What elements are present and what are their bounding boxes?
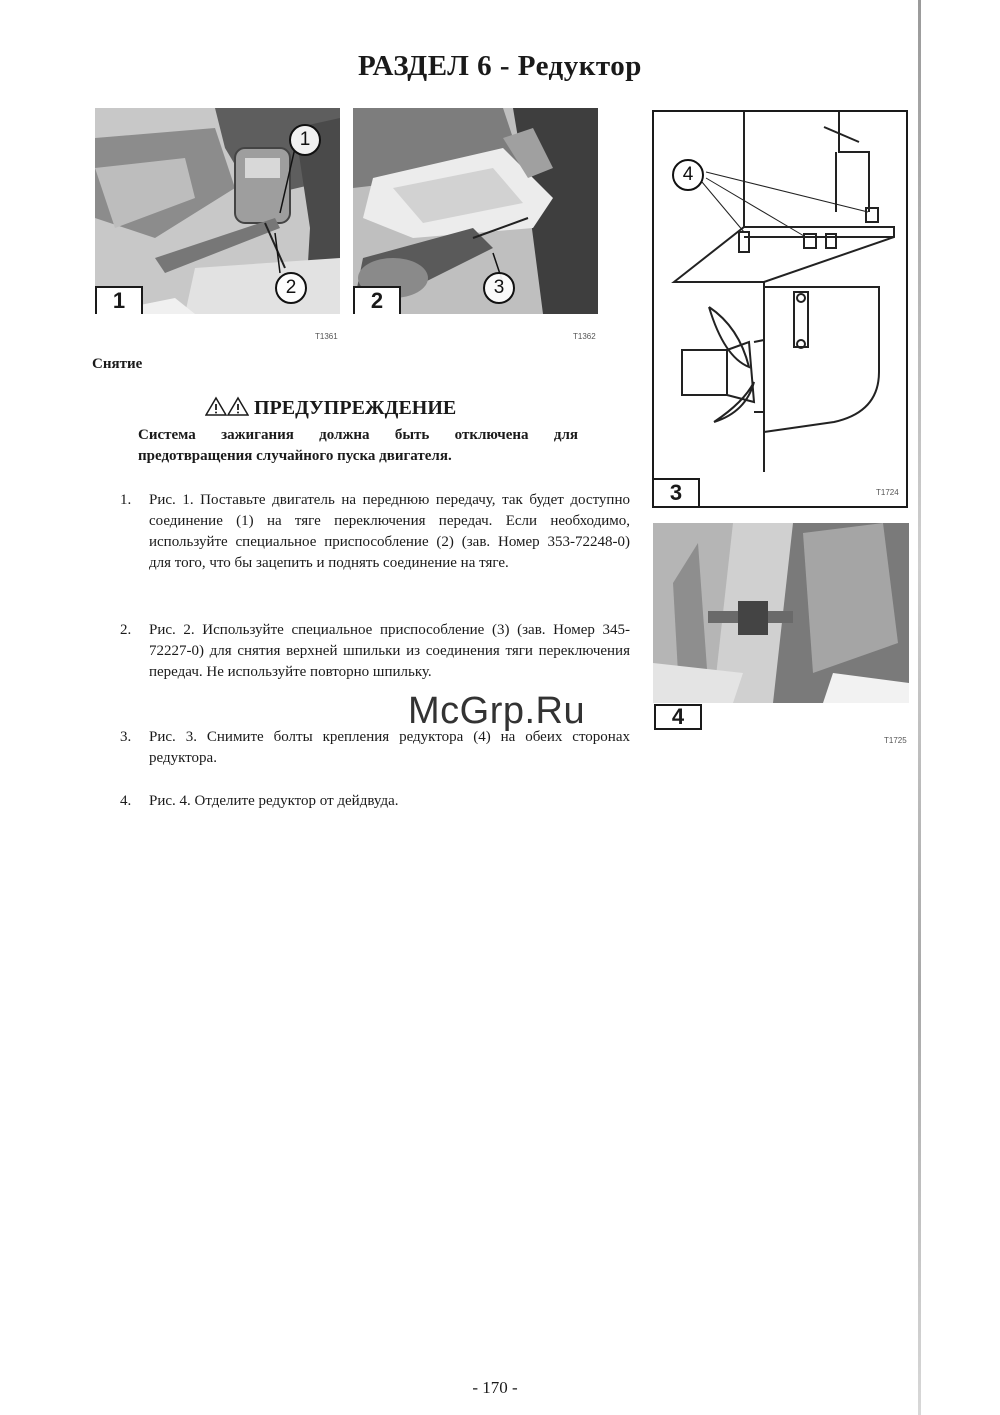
step-2 bbox=[120, 620, 630, 683]
figure-4-code: T1725 bbox=[884, 736, 907, 745]
figure-2-code: T1362 bbox=[573, 332, 596, 341]
warning-text: Система зажигания должна быть отключена для предотвращения случайного пуска двигателя. bbox=[138, 427, 578, 464]
section-heading: Снятие bbox=[92, 356, 143, 372]
figure-1-callout-1: 1 bbox=[289, 124, 321, 156]
warning-triangle-icon bbox=[205, 396, 227, 416]
figure-4-illustration bbox=[653, 523, 909, 703]
figure-3-code: T1724 bbox=[876, 488, 899, 497]
figure-4-photo bbox=[653, 523, 909, 703]
warning-heading-row bbox=[205, 396, 456, 420]
step-text: Рис. 1. Поставьте двигатель на переднюю передачу, так будет доступно соединение (1) на тяге переключения передач. Если необходимо, используйте специальное приспособление (2) (зав. Номер 353-72248-0) для того, что бы зацепить и поднять соединение на тяге. bbox=[149, 492, 630, 571]
warning-heading: ПРЕДУПРЕЖДЕНИЕ bbox=[254, 397, 457, 419]
step-3 bbox=[120, 727, 630, 769]
watermark: McGrp.Ru bbox=[408, 690, 586, 732]
figure-3-drawing bbox=[652, 110, 908, 508]
step-text: Рис. 4. Отделите редуктор от дейдвуда. bbox=[149, 793, 399, 809]
step-text: Рис. 2. Используйте специальное приспособление (3) (зав. Номер 345-72227-0) для снятия верхней шпильки из соединения тяги переключения передач. Не используйте повторно шпильку. bbox=[149, 622, 630, 680]
figure-2-photo bbox=[353, 108, 598, 314]
step-number: 3. bbox=[120, 729, 132, 745]
figure-3-number: 3 bbox=[652, 478, 700, 508]
figure-1-callout-2: 2 bbox=[275, 272, 307, 304]
warning-triangle-icon bbox=[227, 396, 249, 416]
page-title: РАЗДЕЛ 6 - Редуктор bbox=[358, 50, 642, 82]
step-4 bbox=[120, 791, 630, 812]
step-number: 1. bbox=[120, 492, 132, 508]
figure-1-code: T1361 bbox=[315, 332, 338, 341]
figure-2-illustration bbox=[353, 108, 598, 314]
figure-2-callout-3: 3 bbox=[483, 272, 515, 304]
step-number: 4. bbox=[120, 793, 132, 809]
page-number: - 170 - bbox=[472, 1378, 518, 1397]
figure-4-number: 4 bbox=[654, 704, 702, 730]
step-1 bbox=[120, 490, 630, 574]
figure-2-number: 2 bbox=[353, 286, 401, 314]
figure-3-callout-4: 4 bbox=[672, 159, 704, 191]
step-text: Рис. 3. Снимите болты крепления редуктора (4) на обеих сторонах редуктора. bbox=[149, 729, 630, 766]
step-number: 2. bbox=[120, 622, 132, 638]
figure-1-photo bbox=[95, 108, 340, 314]
figure-1-number: 1 bbox=[95, 286, 143, 314]
scan-edge-line bbox=[918, 0, 921, 1415]
